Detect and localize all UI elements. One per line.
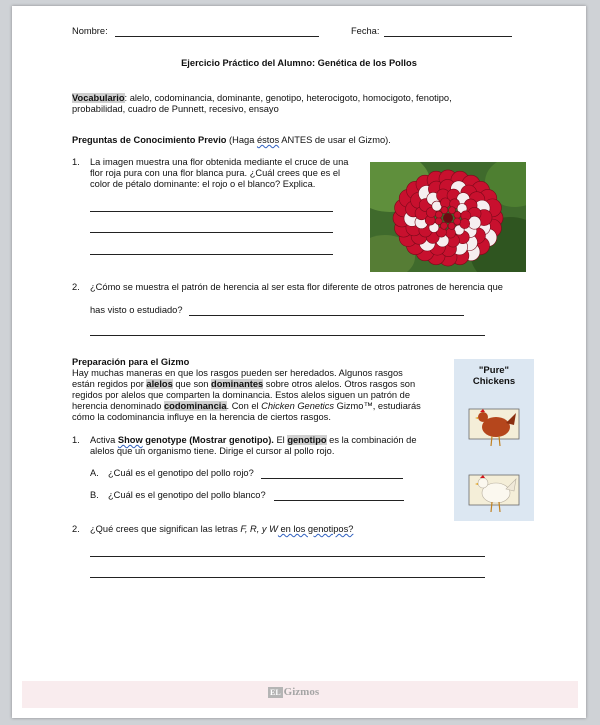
q1-line-2: flor roja pura con una flor blanca pura. ¿Cuál crees que es el [90,168,341,178]
q2-answer-line[interactable] [90,335,485,336]
gizmo-prep-line-3: regidos por alelos que comparten la dominancia. Estos alelos siguen un patrón de [72,390,410,400]
qa-text: ¿Cuál es el genotipo del pollo rojo? [108,468,254,478]
qa-letter: A. [90,468,99,478]
red-chicken-icon[interactable] [466,399,522,451]
q1-line-3: color de pétalo dominante: el rojo o el blanco? Explica. [90,179,316,189]
q2-number: 2. [72,282,80,292]
panel-title-1: "Pure" [478,365,510,376]
gizmo-q1-line-1: Activa Show genotype (Mostrar genotipo). El genotipo es la combinación de [90,435,417,445]
gizmos-logo: EL Gizmos [270,686,320,698]
page-title: Ejercicio Práctico del Alumno: Genética de los Pollos [181,58,417,68]
gizmo-prep-line-4: herencia denominado codominancia. Con el Chicken Genetics Gizmo™, estudiarás [72,401,421,411]
dahlia-flower-image [370,162,526,272]
vocabulary-label: Vocabulario [72,93,125,103]
qa-answer-line[interactable] [261,478,403,479]
gizmo-q2-answer-line[interactable] [90,577,485,578]
panel-title-2: Chickens [472,376,516,387]
gizmo-q1-line-2: alelos que un organismo tiene. Dirige el cursor al pollo rojo. [90,446,335,456]
vocabulary-line-1: Vocabulario: alelo, codominancia, dominante, genotipo, heterocigoto, homocigoto, fenotipo, [72,93,452,103]
q2-answer-line[interactable] [189,315,464,316]
q1-answer-line[interactable] [90,232,333,233]
q1-line-1: La imagen muestra una flor obtenida mediante el cruce de una [90,157,349,167]
gizmo-q2-text: ¿Qué crees que significan las letras F, R, y W en los genotipos? [90,524,354,534]
q1-number: 1. [72,157,80,167]
qb-text: ¿Cuál es el genotipo del pollo blanco? [108,490,266,500]
q1-answer-line[interactable] [90,211,333,212]
name-field[interactable] [115,36,319,37]
vocabulary-line-2: probabilidad, cuadro de Punnett, recesivo, ensayo [72,104,279,114]
q1-answer-line[interactable] [90,254,333,255]
date-field[interactable] [384,36,512,37]
gizmo-q2-number: 2. [72,524,80,534]
worksheet-page [12,6,586,718]
gizmo-q1-number: 1. [72,435,80,445]
qb-answer-line[interactable] [274,500,404,501]
white-chicken-icon[interactable] [466,465,522,517]
gizmo-prep-line-5: cómo la codominancia influye en la herencia de ciertos rasgos. [72,412,331,422]
pure-chickens-panel [454,359,534,521]
gizmos-logo-mark: EL [270,688,281,697]
qb-letter: B. [90,490,99,500]
prior-knowledge-heading: Preguntas de Conocimiento Previo (Haga éstos ANTES de usar el Gizmo). [72,135,391,145]
date-label: Fecha: [351,26,380,36]
gizmo-prep-line-2: están regidos por alelos que son dominantes sobre otros alelos. Otros rasgos son [72,379,416,389]
gizmo-prep-line-1: Hay muchas maneras en que los rasgos pueden ser heredados. Algunos rasgos [72,368,403,378]
name-label: Nombre: [72,26,108,36]
q2-line-1: ¿Cómo se muestra el patrón de herencia al ser esta flor diferente de otros patrones de herencia que [90,282,503,292]
q2-line-2: has visto o estudiado? [90,305,183,315]
gizmo-q2-answer-line[interactable] [90,556,485,557]
gizmo-prep-heading: Preparación para el Gizmo [72,357,190,367]
